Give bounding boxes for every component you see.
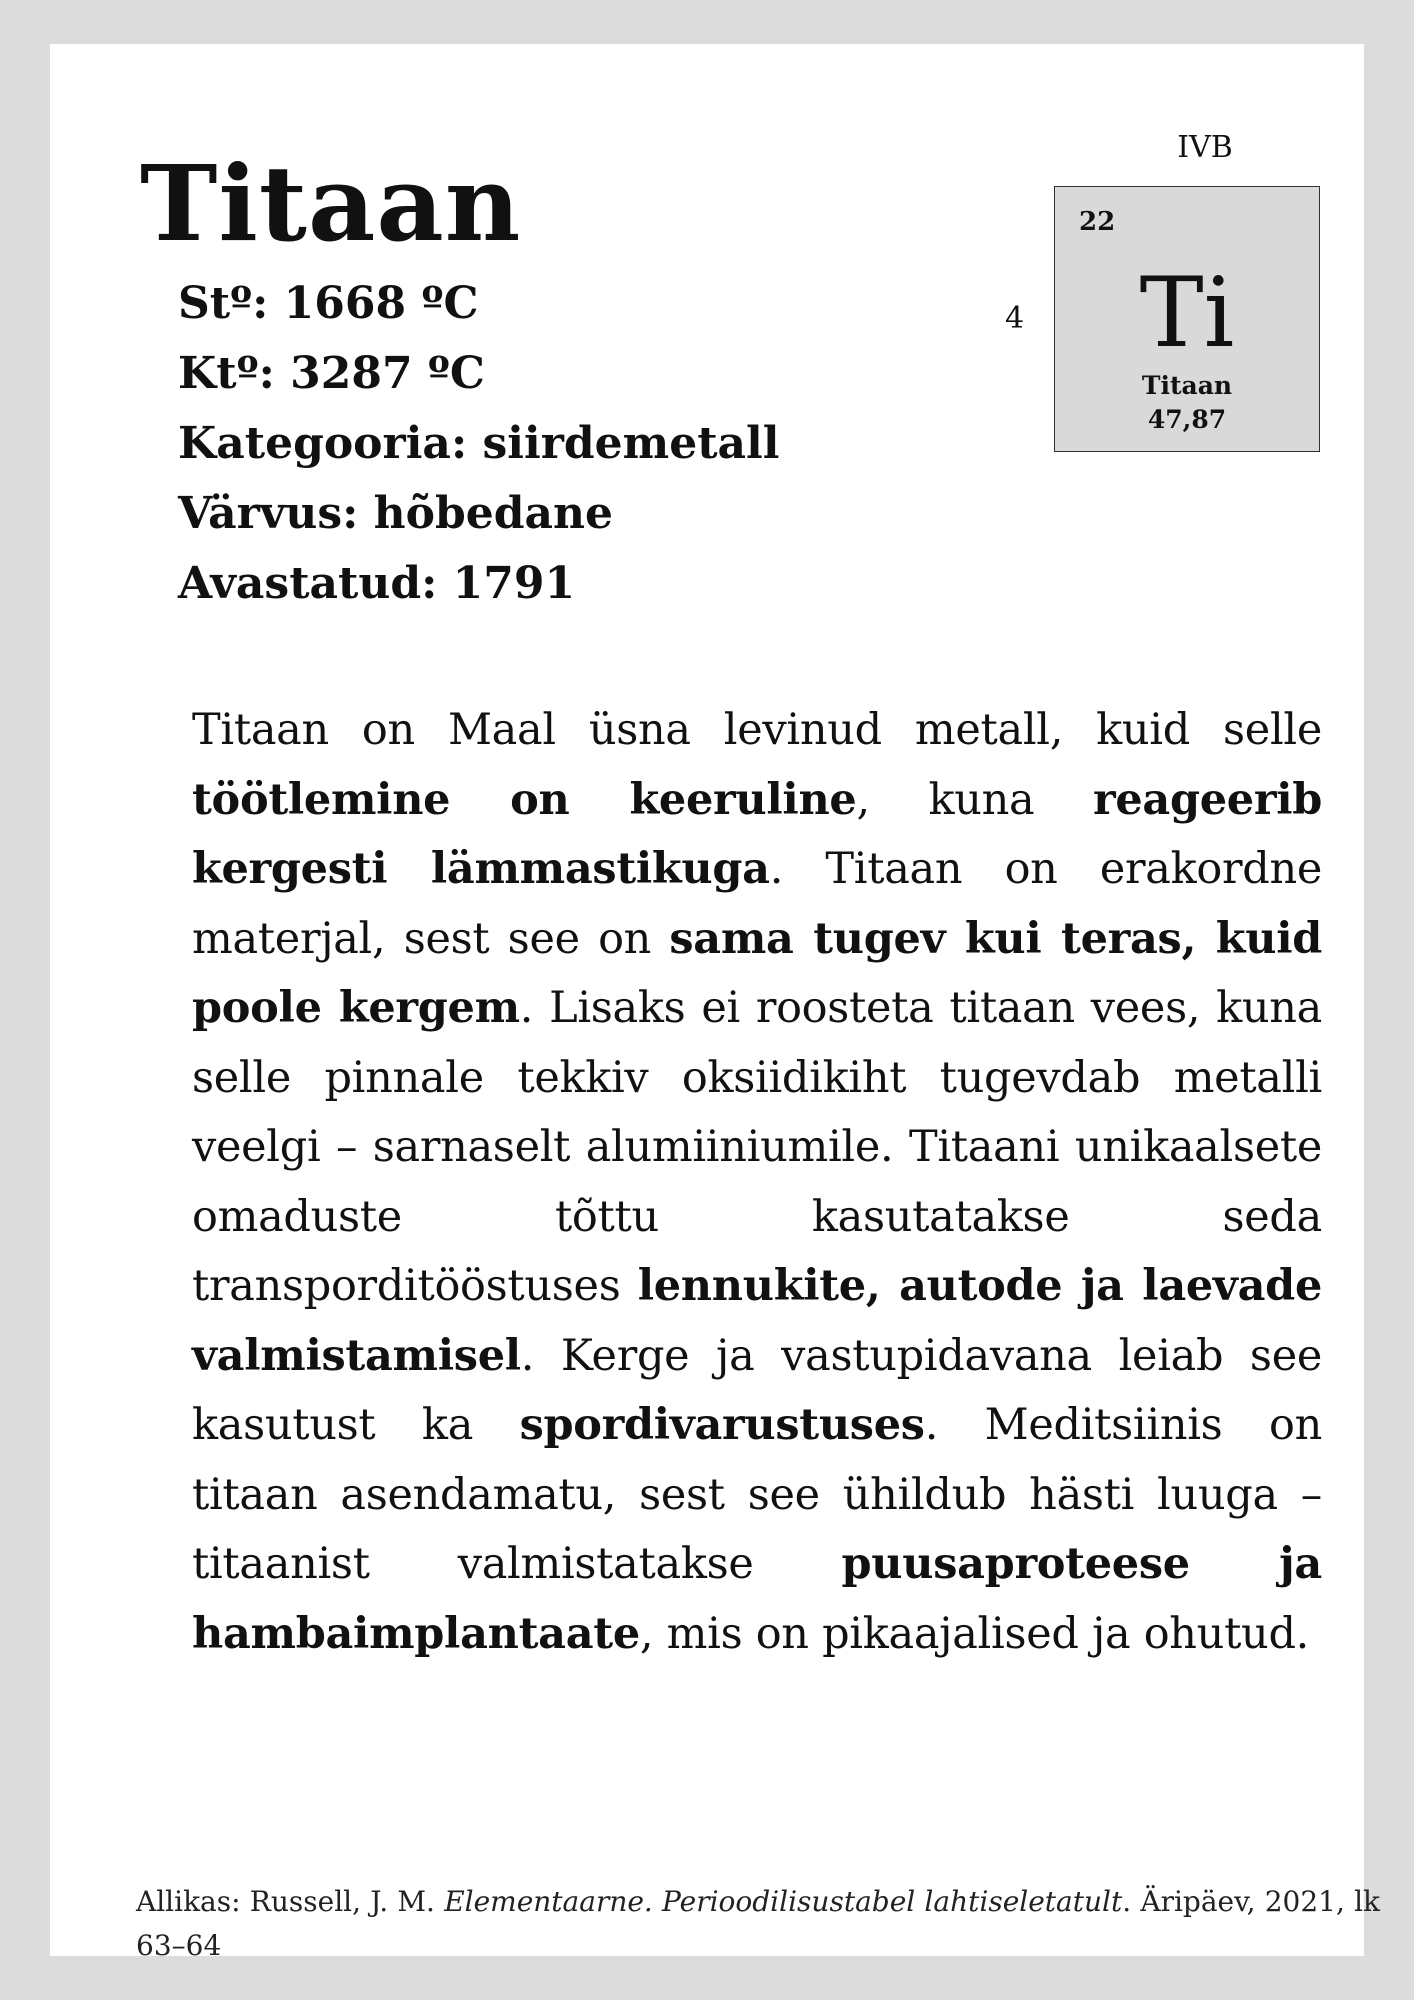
description-segment: , kuna: [856, 774, 1093, 825]
melting-point: Stº: 1668 ºC: [178, 278, 479, 329]
element-card: [50, 44, 1381, 1962]
atomic-mass: 47,87: [1147, 405, 1227, 434]
description-segment-bold: sama tugev kui teras, kuid poole kergem: [192, 913, 1322, 1033]
discovered: Avastatud: 1791: [178, 558, 576, 609]
description-segment-bold: töötlemine on keeruline: [192, 774, 857, 825]
description-segment-bold: reageerib kergesti lämmastikuga: [192, 774, 1322, 894]
source-title: Elementaarne. Perioodilisustabel lahtiseletatult: [444, 1885, 1123, 1918]
description-segment: , mis on pikaajalised ja ohutud.: [639, 1608, 1310, 1659]
atomic-number: 22: [1079, 207, 1116, 237]
tile-element-name: Titaan: [1141, 371, 1233, 400]
source-suffix: . Äripäev, 2021, lk 63–64: [136, 1885, 1381, 1962]
boiling-point: Ktº: 3287 ºC: [178, 348, 485, 399]
element-symbol: Ti: [1139, 257, 1235, 369]
color: Värvus: hõbedane: [178, 488, 614, 539]
category: Kategooria: siirdemetall: [178, 418, 780, 469]
description-segment: . Kerge ja vastupidavana leiab see kasutust ka: [192, 1330, 1322, 1450]
description-segment-bold: lennukite, autode ja laevade valmistamisel: [192, 1261, 1323, 1381]
description-paragraph: [192, 696, 1322, 1669]
description-segment: . Lisaks ei roosteta titaan vees, kuna selle pinnale tekkiv oksiidikiht tugevdab metalli veelgi – sarnaselt alumiiniumile. Titaani unikaalsete omaduste tõttu kasutatakse seda transporditööstuses: [192, 983, 1322, 1311]
description-segment-bold: spordivarustuses: [519, 1400, 925, 1450]
source-citation: [136, 1880, 1380, 1968]
element-title: Titaan: [140, 142, 522, 265]
group-label: IVB: [1177, 130, 1233, 165]
periodic-table-tile: [1054, 186, 1320, 452]
description-segment: . Titaan on erakordne materjal, sest see on: [192, 844, 1322, 964]
description-segment: . Meditsiinis on titaan asendamatu, sest see ühildub hästi luuga – titaanist valmistatakse: [192, 1400, 1322, 1589]
description-segment-bold: puusaproteese ja hambaimplantaate: [192, 1539, 1322, 1659]
source-prefix: Allikas: Russell, J. M.: [136, 1885, 445, 1918]
element-properties: [178, 269, 779, 619]
description-segment: Titaan on Maal üsna levinud metall, kuid selle: [192, 705, 1322, 755]
period-label: 4: [1005, 301, 1025, 336]
